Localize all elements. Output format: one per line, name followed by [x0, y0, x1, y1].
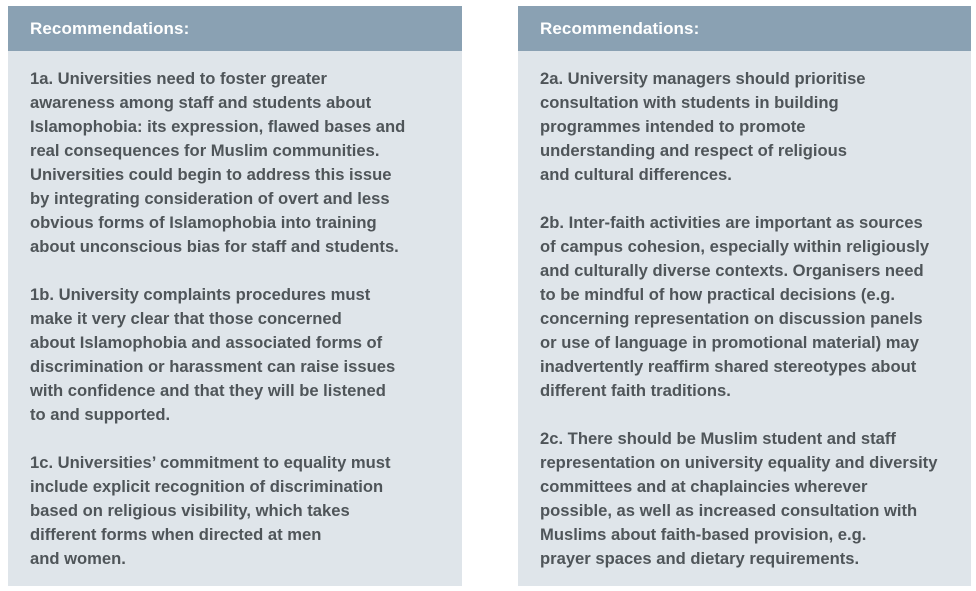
text-line: different faith traditions. — [540, 381, 731, 400]
text-line: understanding and respect of religious — [540, 141, 848, 160]
text-line: different forms when directed at men — [30, 525, 322, 544]
text-line: Universities could begin to address this issue — [30, 165, 392, 184]
text-line: real consequences for Muslim communities. — [30, 141, 380, 160]
panel-header: Recommendations: — [8, 6, 462, 51]
text-line: committees and at chaplaincies wherever — [540, 477, 868, 496]
text-line: and culturally diverse contexts. Organisers need — [540, 261, 924, 280]
text-line: about unconscious bias for staff and students. — [30, 237, 399, 256]
text-line: based on religious visibility, which takes — [30, 501, 350, 520]
text-line: 1a. Universities need to foster greater — [30, 69, 327, 88]
text-line: include explicit recognition of discrimination — [30, 477, 384, 496]
text-line: to be mindful of how practical decisions (e.g. — [540, 285, 895, 304]
text-line: and cultural differences. — [540, 165, 732, 184]
text-line: discrimination or harassment can raise issues — [30, 357, 396, 376]
text-line: 1c. Universities’ commitment to equality must — [30, 453, 391, 472]
text-line: or use of language in promotional material) may — [540, 333, 919, 352]
text-line: 2b. Inter-faith activities are important as sources — [540, 213, 923, 232]
text-line: 2c. There should be Muslim student and staff — [540, 429, 896, 448]
recommendation-1a — [30, 67, 446, 259]
recommendations-panel-left — [8, 6, 462, 586]
recommendations-panel-right — [518, 6, 971, 586]
text-line: obvious forms of Islamophobia into training — [30, 213, 377, 232]
text-line: awareness among staff and students about — [30, 93, 372, 112]
recommendation-2c — [540, 427, 955, 571]
text-line: consultation with students in building — [540, 93, 839, 112]
recommendation-2b — [540, 211, 955, 403]
text-line: 1b. University complaints procedures must — [30, 285, 371, 304]
panel-header: Recommendations: — [518, 6, 971, 51]
text-line: make it very clear that those concerned — [30, 309, 342, 328]
text-line: with confidence and that they will be listened — [30, 381, 386, 400]
text-line: Muslims about faith-based provision, e.g. — [540, 525, 867, 544]
text-line: concerning representation on discussion panels — [540, 309, 923, 328]
panel-body — [8, 51, 462, 571]
text-line: prayer spaces and dietary requirements. — [540, 549, 860, 568]
text-line: to and supported. — [30, 405, 171, 424]
text-line: of campus cohesion, especially within religiously — [540, 237, 930, 256]
recommendation-1c — [30, 451, 446, 571]
text-line: representation on university equality and diversity — [540, 453, 938, 472]
text-line: inadvertently reaffirm shared stereotypes about — [540, 357, 917, 376]
recommendation-1b — [30, 283, 446, 427]
text-line: about Islamophobia and associated forms of — [30, 333, 383, 352]
text-line: Islamophobia: its expression, flawed bases and — [30, 117, 406, 136]
text-line: and women. — [30, 549, 126, 568]
text-line: by integrating consideration of overt and less — [30, 189, 390, 208]
recommendation-2a — [540, 67, 955, 187]
text-line: possible, as well as increased consultation with — [540, 501, 918, 520]
panel-body — [518, 51, 971, 571]
text-line: 2a. University managers should prioritise — [540, 69, 866, 88]
text-line: programmes intended to promote — [540, 117, 806, 136]
